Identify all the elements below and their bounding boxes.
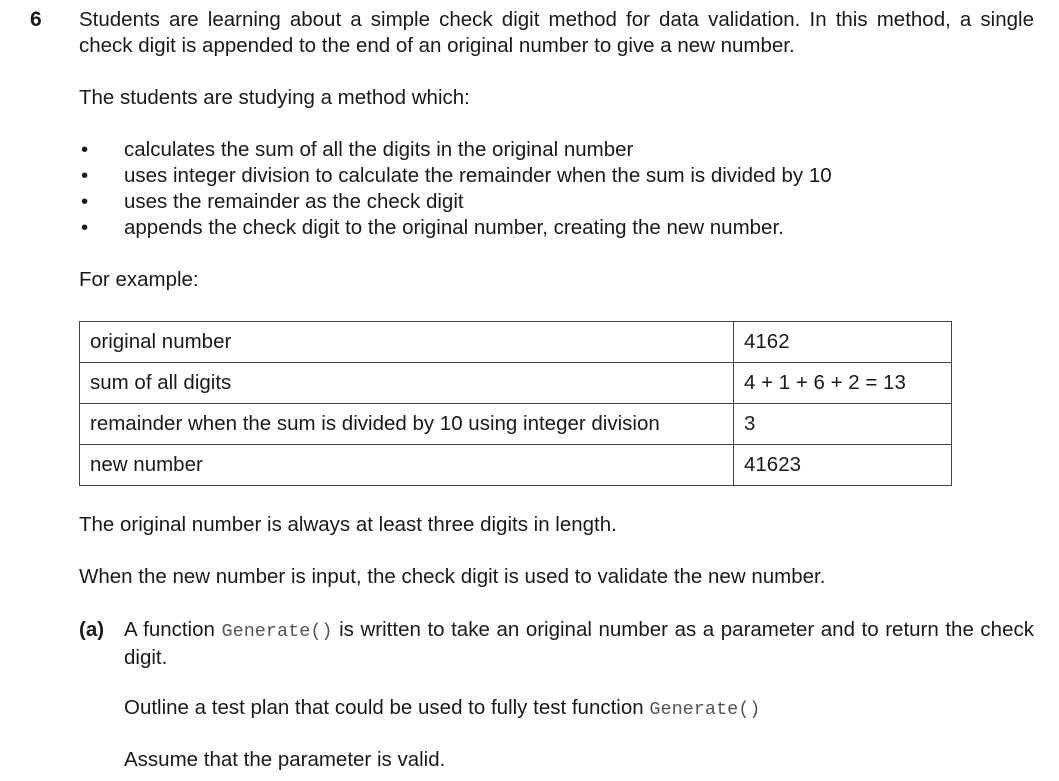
part-a-text-after: is written to take an original number as a parameter and to return the check digit. (124, 618, 1034, 669)
part-a-label: (a) (79, 618, 105, 641)
table-cell-value: 41623 (734, 445, 952, 486)
question-number: 6 (30, 8, 42, 31)
length-note: The original number is always at least three digits in length. (79, 513, 617, 536)
function-name-generate: Generate() (649, 699, 761, 720)
bullet-text: uses integer division to calculate the remainder when the sum is divided by 10 (124, 164, 832, 187)
table-cell-value: 3 (734, 404, 952, 445)
list-item (79, 163, 832, 189)
table-row (80, 404, 952, 445)
question-intro: Students are learning about a simple check digit method for data validation. In this method, a single check digit is appended to the end of an original number to give a new number. (79, 8, 1034, 57)
function-name-generate: Generate() (221, 621, 333, 642)
validation-note: When the new number is input, the check digit is used to validate the new number. (79, 565, 826, 588)
table-cell-value: 4162 (734, 322, 952, 363)
bullet-icon: • (81, 216, 89, 239)
part-a-text-before: A function (124, 618, 215, 641)
table-cell-label: original number (80, 322, 734, 363)
bullet-text: appends the check digit to the original number, creating the new number. (124, 216, 784, 239)
table-row (80, 322, 952, 363)
part-a-instruction (124, 695, 1034, 723)
list-item (79, 137, 832, 163)
example-lead: For example: (79, 268, 199, 291)
method-bullet-list (79, 137, 832, 241)
list-item (79, 215, 832, 241)
table-cell-label: new number (80, 445, 734, 486)
table-row (80, 445, 952, 486)
example-table (79, 321, 952, 486)
bullet-icon: • (81, 138, 89, 161)
table-cell-label: remainder when the sum is divided by 10 using integer division (80, 404, 734, 445)
bullet-text: calculates the sum of all the digits in the original number (124, 138, 634, 161)
table-cell-label: sum of all digits (80, 363, 734, 404)
bullet-text: uses the remainder as the check digit (124, 190, 464, 213)
bullet-icon: • (81, 164, 89, 187)
list-item (79, 189, 832, 215)
table-cell-value: 4 + 1 + 6 + 2 = 13 (734, 363, 952, 404)
table-row (80, 363, 952, 404)
bullet-icon: • (81, 190, 89, 213)
method-lead: The students are studying a method which: (79, 86, 470, 109)
instruction-text: Outline a test plan that could be used to fully test function (124, 696, 644, 719)
part-a-text (124, 617, 1034, 671)
part-a-assumption: Assume that the parameter is valid. (124, 748, 446, 771)
